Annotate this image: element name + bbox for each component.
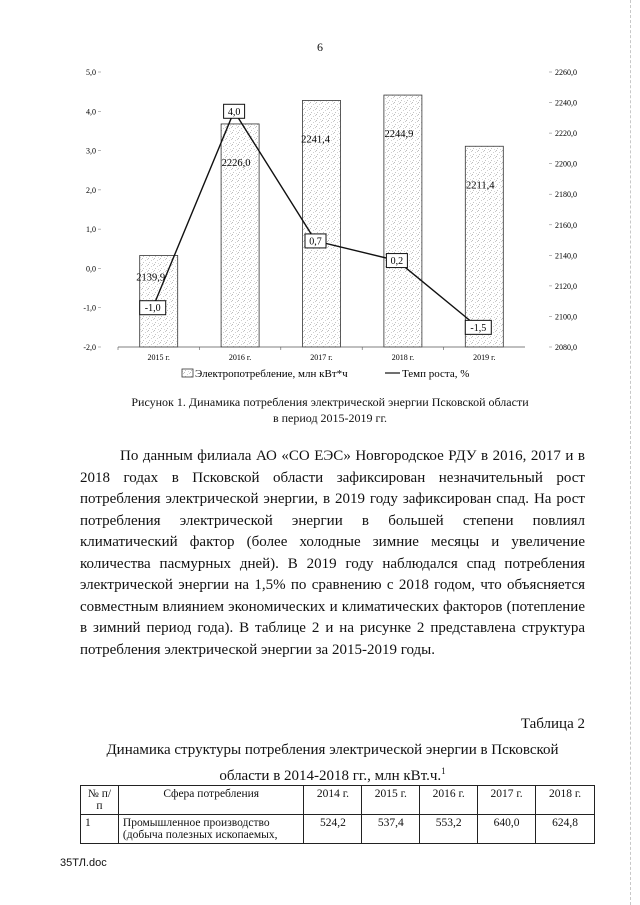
x-axis-tick-label: 2016 г. <box>228 353 252 362</box>
table-title-line-1: Динамика структуры потребления электрической энергии в Псковской <box>106 742 559 758</box>
consumption-data-label: 2139,9 <box>136 272 166 284</box>
right-axis-tick-label: 2260,0 <box>555 68 577 77</box>
consumption-structure-table <box>80 785 595 844</box>
cell-sphere: Промышленное производство (добыча полезных ископаемых, <box>118 815 304 844</box>
table-title-line-2-text: области в 2014-2018 гг., млн кВт.ч. <box>219 768 442 784</box>
left-axis-tick-label: 1,0 <box>86 225 96 235</box>
table-row <box>81 815 595 844</box>
cell-2014: 524,2 <box>304 815 362 844</box>
header-2015: 2015 г. <box>362 786 420 815</box>
table-footnote-mark: 1 <box>441 766 446 776</box>
right-axis-tick-label: 2100,0 <box>555 312 577 322</box>
header-sphere: Сфера потребления <box>118 786 304 815</box>
right-axis-tick-label: 2220,0 <box>555 129 577 139</box>
cell-2018: 624,8 <box>536 815 595 844</box>
left-axis-tick-label: 3,0 <box>86 146 96 156</box>
right-axis-tick-label: 2200,0 <box>555 159 577 169</box>
table-label: Таблица 2 <box>520 716 585 732</box>
right-axis-tick-label: 2240,0 <box>555 98 577 108</box>
x-axis-tick-label: 2015 г. <box>147 353 170 362</box>
header-2017: 2017 г. <box>478 786 536 815</box>
growth-rate-data-label: 0,7 <box>309 236 322 248</box>
cell-2017: 640,0 <box>478 815 536 844</box>
header-2018: 2018 г. <box>536 786 595 815</box>
figure-caption <box>80 394 580 426</box>
table-title-line-2 <box>80 761 585 787</box>
growth-rate-data-label: 0,2 <box>390 256 404 268</box>
footer-file-name: 35ТЛ.doc <box>60 857 107 869</box>
consumption-data-label: 2211,4 <box>466 180 495 192</box>
right-axis-tick-label: 2080,0 <box>555 343 577 352</box>
left-axis-tick-label: 2,0 <box>86 185 96 195</box>
x-axis-tick-label: 2017 г. <box>310 353 333 362</box>
left-axis-tick-label: 0,0 <box>86 264 96 274</box>
left-axis-tick-label: -1,0 <box>83 303 96 313</box>
right-axis-tick-label: 2120,0 <box>555 281 577 291</box>
x-axis-tick-label: 2019 г. <box>473 353 496 362</box>
cell-number: 1 <box>81 815 119 844</box>
right-axis-tick-label: 2180,0 <box>555 190 577 200</box>
legend-bar-swatch <box>182 369 193 377</box>
consumption-data-label: 2226,0 <box>221 157 251 169</box>
header-2014: 2014 г. <box>304 786 362 815</box>
left-axis-tick-label: 4,0 <box>86 107 96 117</box>
legend-growth-label: Темп роста, % <box>402 368 470 380</box>
growth-rate-data-label: -1,5 <box>470 322 487 334</box>
table-title <box>80 740 585 787</box>
cell-2016: 553,2 <box>420 815 478 844</box>
x-axis-tick-label: 2018 г. <box>391 353 415 362</box>
cell-2015: 537,4 <box>362 815 420 844</box>
bar-consumption <box>465 146 503 347</box>
left-axis-tick-label: 5,0 <box>86 68 96 77</box>
body-paragraph: По данным филиала АО «СО ЕЭС» Новгородское РДУ в 2016, 2017 и в 2018 годах в Псковской области зафиксирован незначительный рост потребления электрической энергии, в 2019 году зафиксирован спад. На рост потребления электрической энергии в большей степени повлиял климатический фактор (более холодные зимние месяцы и увеличение количества пасмурных дней). В 2019 году наблюдался спад потребления электрической энергии на 1,5% по сравнению с 2018 годом, что объясняется совместным влиянием экономических и климатических факторов (потепление в зимний период года). В таблице 2 и на рисунке 2 представлена структура потребления электрической энергии за 2015-2019 годы. <box>80 448 585 658</box>
page-edge-scan-line <box>630 0 632 905</box>
consumption-data-label: 2241,4 <box>301 134 330 146</box>
figure-caption-line-1: Рисунок 1. Динамика потребления электрической энергии Псковской области <box>131 395 529 409</box>
consumption-data-label: 2244,9 <box>384 129 414 141</box>
figure-caption-line-2: в период 2015-2019 гг. <box>272 411 388 425</box>
header-number: № п/п <box>81 786 119 815</box>
table-header-row <box>81 786 595 815</box>
header-2016: 2016 г. <box>420 786 478 815</box>
right-axis-tick-label: 2140,0 <box>555 251 577 261</box>
growth-rate-data-label: 4,0 <box>227 106 241 118</box>
page-number: 6 <box>317 40 323 54</box>
legend-consumption-label: Электропотребление, млн кВт*ч <box>195 368 348 380</box>
consumption-chart <box>70 60 590 380</box>
right-axis-tick-label: 2160,0 <box>555 220 577 230</box>
left-axis-tick-label: -2,0 <box>83 343 96 352</box>
growth-rate-data-label: -1,0 <box>144 303 161 315</box>
